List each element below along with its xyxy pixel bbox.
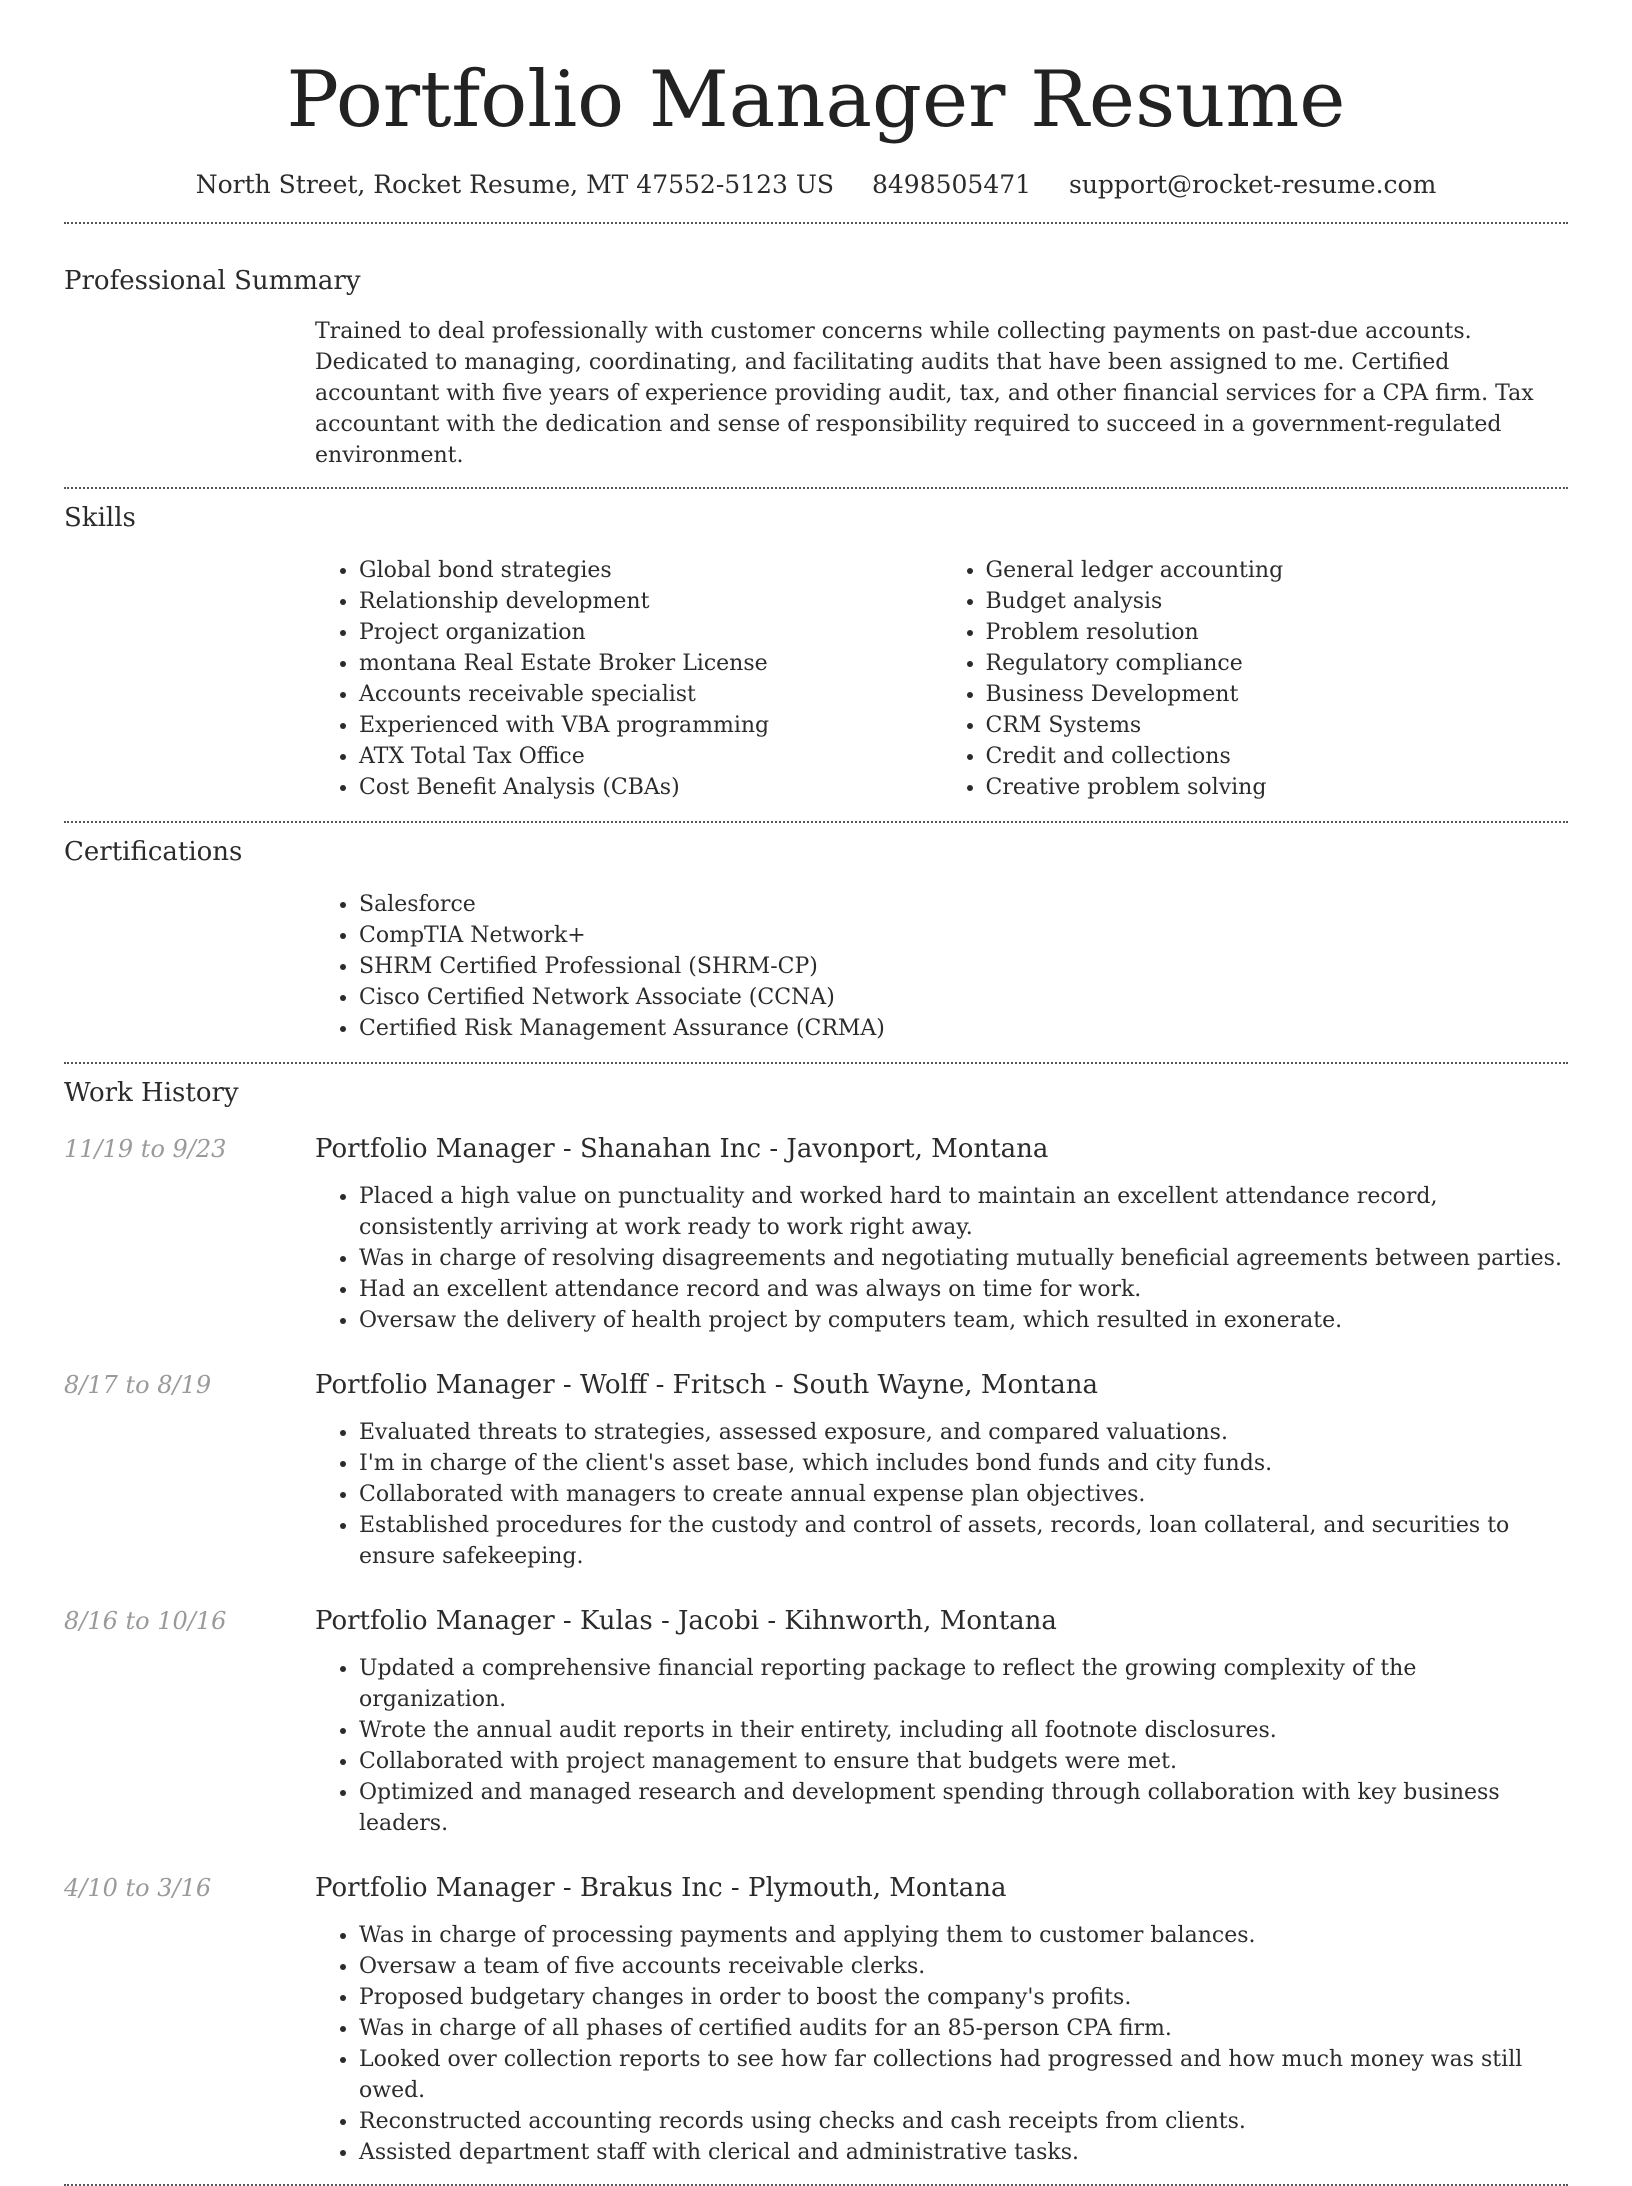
list-item: • Reconstructed accounting records using checks and cash receipts from clients.	[359, 2106, 1568, 2137]
section-heading-certifications: Certifications	[64, 837, 243, 867]
list-item: • montana Real Estate Broker License	[359, 648, 942, 679]
list-item: • Creative problem solving	[986, 772, 1569, 803]
list-item: • Oversaw a team of five accounts receivable clerks.	[359, 1951, 1568, 1982]
summary-text: Trained to deal professionally with customer concerns while collecting payments on past-due accounts. Dedicated to managing, coordinating, and facilitating audits that have been assigned to me. Certified accountant with five years of experience providing audit, tax, and other financial services for a CPA firm. Tax accountant with the dedication and sense of responsibility required to succeed in a government-regulated environment.	[315, 319, 1534, 468]
job-entry	[64, 1132, 1568, 1336]
job-details	[315, 1871, 1568, 2168]
list-item: • CompTIA Network+	[359, 920, 1568, 951]
list-item: • Global bond strategies	[359, 555, 942, 586]
job-title: Portfolio Manager - Shanahan Inc - Javonport, Montana	[315, 1134, 1049, 1164]
address: North Street, Rocket Resume, MT 47552-5123 US	[195, 170, 835, 199]
resume-page	[64, 0, 1568, 2186]
job-bullets	[315, 1181, 1568, 1336]
job-dates: 4/10 to 3/16	[64, 1874, 212, 1902]
list-item: • Looked over collection reports to see how far collections had progressed and how much money was still owed.	[359, 2044, 1568, 2106]
email-link[interactable]: support@rocket-resume.com	[1069, 170, 1437, 199]
list-item: • Collaborated with managers to create annual expense plan objectives.	[359, 1479, 1568, 1510]
job-title: Portfolio Manager - Kulas - Jacobi - Kihnworth, Montana	[315, 1606, 1057, 1636]
list-item: • Budget analysis	[986, 586, 1569, 617]
job-details	[315, 1604, 1568, 1839]
list-item: • CRM Systems	[986, 710, 1569, 741]
list-item: • Had an excellent attendance record and was always on time for work.	[359, 1274, 1568, 1305]
job-dates: 11/19 to 9/23	[64, 1135, 227, 1163]
section-heading-summary: Professional Summary	[64, 266, 361, 296]
contact-line	[64, 168, 1568, 202]
list-item: • Collaborated with project management to ensure that budgets were met.	[359, 1746, 1568, 1777]
list-item: • Cost Benefit Analysis (CBAs)	[359, 772, 942, 803]
skills-column-left	[315, 555, 942, 803]
list-item: • Optimized and managed research and development spending through collaboration with key business leaders.	[359, 1777, 1568, 1839]
list-item: • Oversaw the delivery of health project by computers team, which resulted in exonerate.	[359, 1305, 1568, 1336]
job-details	[315, 1132, 1568, 1336]
skills-column-right	[942, 555, 1569, 803]
page-title: Portfolio Manager Resume	[286, 55, 1346, 145]
list-item: • SHRM Certified Professional (SHRM-CP)	[359, 951, 1568, 982]
list-item: • Cisco Certified Network Associate (CCNA)	[359, 982, 1568, 1013]
divider	[64, 1062, 1568, 1064]
list-item: • Salesforce	[359, 889, 1568, 920]
list-item: • Accounts receivable specialist	[359, 679, 942, 710]
list-item: • Evaluated threats to strategies, assessed exposure, and compared valuations.	[359, 1417, 1568, 1448]
list-item: • Wrote the annual audit reports in their entirety, including all footnote disclosures.	[359, 1715, 1568, 1746]
list-item: • General ledger accounting	[986, 555, 1569, 586]
divider	[64, 487, 1568, 489]
list-item: • Was in charge of resolving disagreements and negotiating mutually beneficial agreements between parties.	[359, 1243, 1568, 1274]
job-dates: 8/16 to 10/16	[64, 1607, 227, 1635]
job-details	[315, 1368, 1568, 1572]
list-item: • Proposed budgetary changes in order to boost the company's profits.	[359, 1982, 1568, 2013]
section-heading-skills: Skills	[64, 503, 136, 533]
list-item: • Updated a comprehensive financial reporting package to reflect the growing complexity of the organization.	[359, 1653, 1568, 1715]
phone: 8498505471	[871, 170, 1032, 199]
job-bullets	[315, 1417, 1568, 1572]
summary-body	[315, 316, 1568, 471]
list-item: • I'm in charge of the client's asset base, which includes bond funds and city funds.	[359, 1448, 1568, 1479]
list-item: • Credit and collections	[986, 741, 1569, 772]
certifications-list	[315, 889, 1568, 1044]
list-item: • Established procedures for the custody and control of assets, records, loan collateral, and securities to ensure safekeeping.	[359, 1510, 1568, 1572]
list-item: • ATX Total Tax Office	[359, 741, 942, 772]
job-title: Portfolio Manager - Wolff - Fritsch - South Wayne, Montana	[315, 1370, 1099, 1400]
job-entry	[64, 1368, 1568, 1572]
section-heading-work-history: Work History	[64, 1078, 239, 1108]
list-item: • Problem resolution	[986, 617, 1569, 648]
list-item: • Experienced with VBA programming	[359, 710, 942, 741]
list-item: • Assisted department staff with clerical and administrative tasks.	[359, 2137, 1568, 2168]
list-item: • Relationship development	[359, 586, 942, 617]
divider	[64, 821, 1568, 823]
divider	[64, 222, 1568, 224]
job-bullets	[315, 1920, 1568, 2168]
list-item: • Business Development	[986, 679, 1569, 710]
job-title: Portfolio Manager - Brakus Inc - Plymouth, Montana	[315, 1873, 1007, 1903]
list-item: • Project organization	[359, 617, 942, 648]
skills-list	[315, 555, 1568, 803]
job-entry	[64, 1604, 1568, 1839]
job-entry	[64, 1871, 1568, 2168]
list-item: • Regulatory compliance	[986, 648, 1569, 679]
job-bullets	[315, 1653, 1568, 1839]
job-dates: 8/17 to 8/19	[64, 1371, 212, 1399]
list-item: • Was in charge of all phases of certified audits for an 85-person CPA firm.	[359, 2013, 1568, 2044]
list-item: • Certified Risk Management Assurance (CRMA)	[359, 1013, 1568, 1044]
certifications-items	[315, 889, 1568, 1044]
list-item: • Placed a high value on punctuality and worked hard to maintain an excellent attendance record, consistently arriving at work ready to work right away.	[359, 1181, 1568, 1243]
list-item: • Was in charge of processing payments and applying them to customer balances.	[359, 1920, 1568, 1951]
